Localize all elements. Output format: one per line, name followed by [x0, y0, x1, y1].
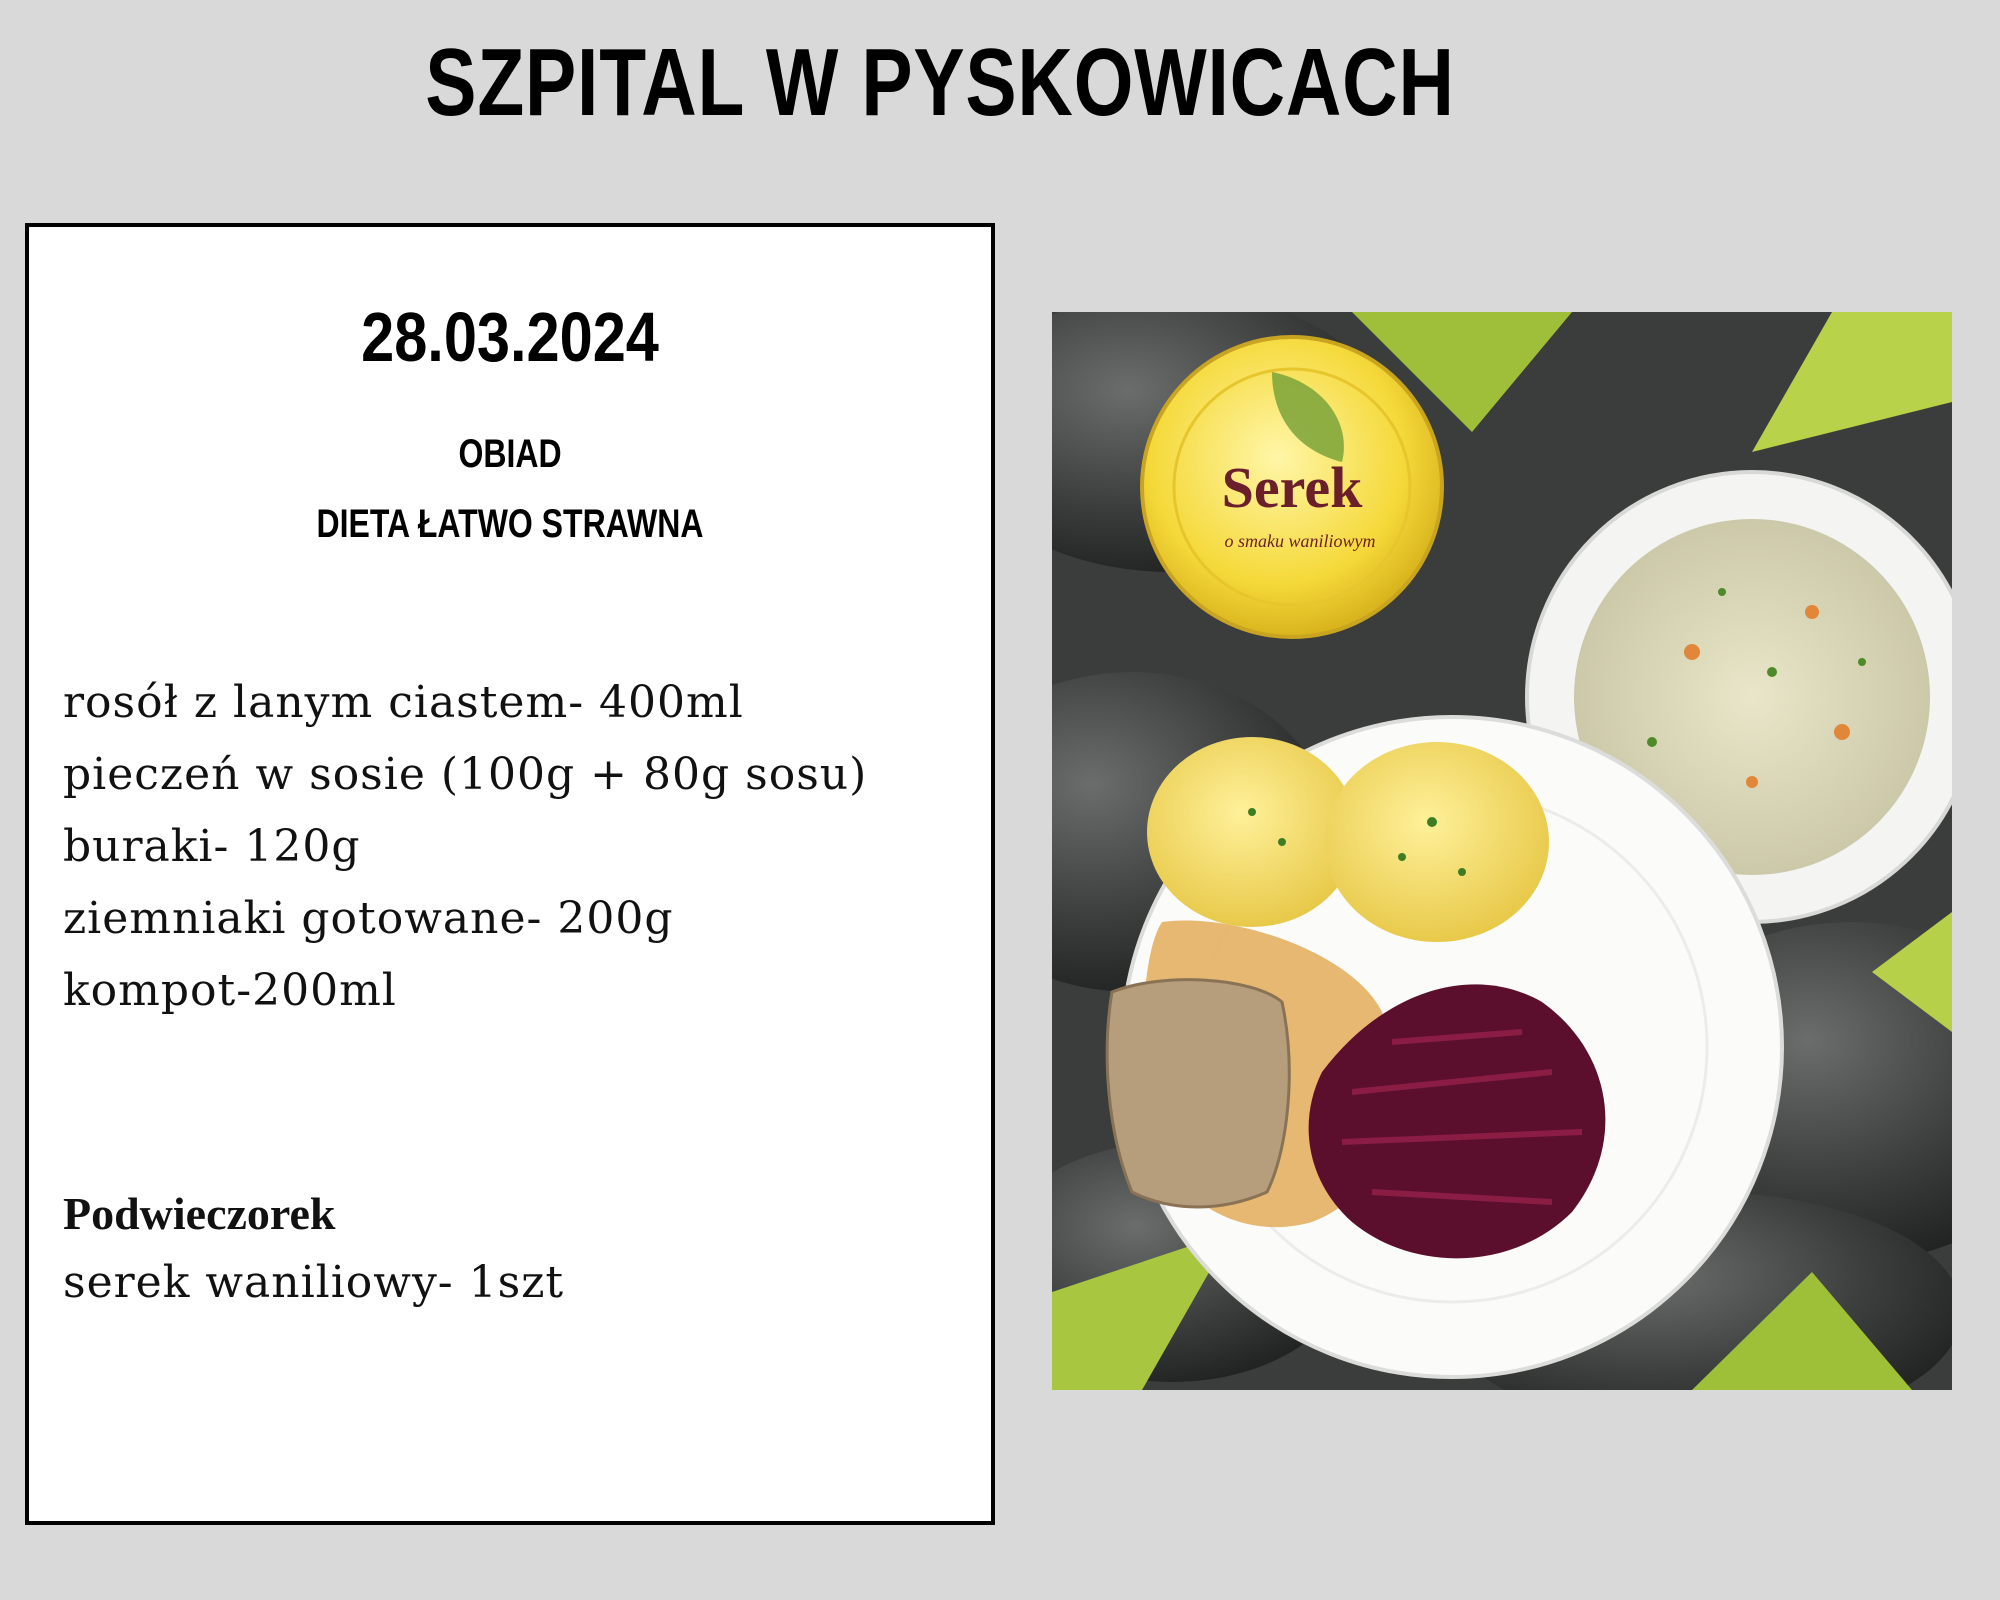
menu-item: buraki- 120g: [63, 821, 361, 872]
menu-item: pieczeń w sosie (100g + 80g sosu): [63, 749, 868, 800]
menu-item: kompot-200ml: [63, 965, 397, 1016]
page-title: SZPITAL W PYSKOWICACH: [425, 29, 1455, 136]
menu-item: rosół z lanym ciastem- 400ml: [63, 677, 744, 728]
potato: [1147, 737, 1357, 927]
snack-item: serek waniliowy- 1szt: [63, 1257, 565, 1308]
menu-card: [25, 223, 995, 1525]
menu-item: ziemniaki gotowane- 200g: [63, 893, 674, 944]
meal-photo-illustration: [1052, 312, 1952, 1390]
cup-sublabel: o smaku waniliowym: [1224, 531, 1376, 551]
menu-items-list: [63, 667, 983, 1027]
diet-name: DIETA ŁATWO STRAWNA: [316, 502, 704, 546]
roast-meat: [1107, 980, 1289, 1207]
cup-label: Serek: [1221, 455, 1363, 520]
meal-photo: [1052, 312, 1952, 1390]
meal-type: OBIAD: [458, 432, 562, 476]
potato: [1325, 742, 1549, 942]
snack-heading: Podwieczorek: [63, 1188, 336, 1239]
menu-date: 28.03.2024: [361, 298, 659, 376]
dessert-cup: [1142, 337, 1442, 637]
